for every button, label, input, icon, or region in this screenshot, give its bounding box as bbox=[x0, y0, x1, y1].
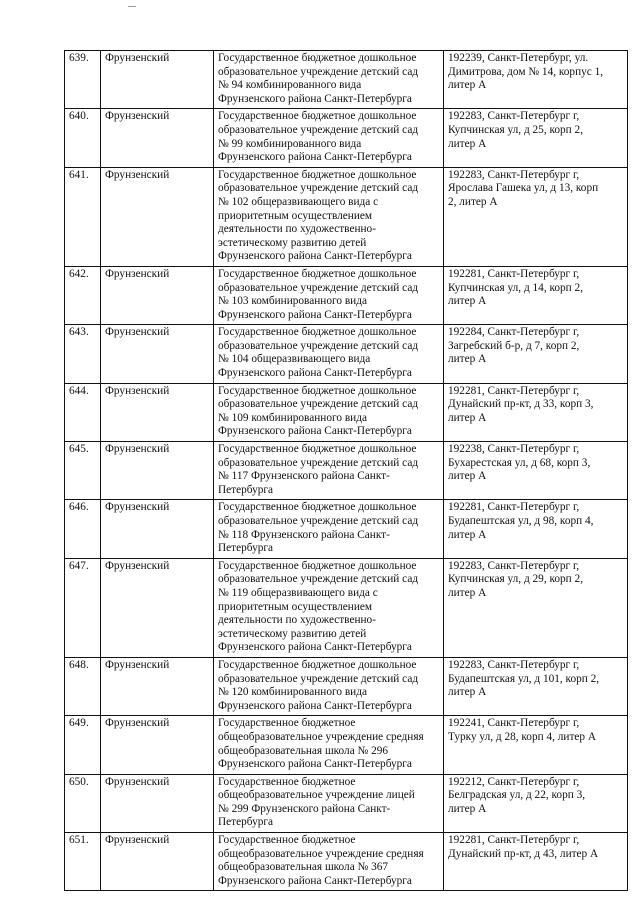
scan-mark bbox=[128, 6, 136, 7]
table-row bbox=[65, 716, 628, 774]
district-cell: Фрунзенский bbox=[101, 325, 214, 383]
institution-name-cell: Государственное бюджетное дошкольное образовательное учреждение детский сад № 119 общеразвивающего вида с приоритетным осуществлением деятельности по художественно- эстетическому развитию детей Фрунзенского района Санкт-Петербурга bbox=[214, 558, 444, 657]
table-row bbox=[65, 325, 628, 383]
row-number: 641. bbox=[65, 167, 101, 266]
row-number: 639. bbox=[65, 51, 101, 109]
institution-name-cell: Государственное бюджетное общеобразовательное учреждение средняя общеобразовательная школа № 367 Фрунзенского района Санкт-Петербурга bbox=[214, 833, 444, 891]
row-number: 649. bbox=[65, 716, 101, 774]
table-row bbox=[65, 383, 628, 441]
institution-name-cell: Государственное бюджетное дошкольное образовательное учреждение детский сад № 104 общеразвивающего вида Фрунзенского района Санкт-Петербурга bbox=[214, 325, 444, 383]
table-body bbox=[65, 51, 628, 891]
table-row bbox=[65, 51, 628, 109]
institution-name-cell: Государственное бюджетное общеобразовательное учреждение лицей № 299 Фрунзенского района Санкт- Петербурга bbox=[214, 774, 444, 832]
table-row bbox=[65, 167, 628, 266]
table-row bbox=[65, 657, 628, 715]
address-cell: 192283, Санкт-Петербург г, Купчинская ул, д 29, корп 2, литер А bbox=[444, 558, 628, 657]
district-cell: Фрунзенский bbox=[101, 716, 214, 774]
institution-name-cell: Государственное бюджетное дошкольное образовательное учреждение детский сад № 118 Фрунзенского района Санкт- Петербурга bbox=[214, 500, 444, 558]
row-number: 648. bbox=[65, 657, 101, 715]
institution-name-cell: Государственное бюджетное дошкольное образовательное учреждение детский сад № 94 комбинированного вида Фрунзенского района Санкт-Петербурга bbox=[214, 51, 444, 109]
address-cell: 192241, Санкт-Петербург г, Турку ул, д 28, корп 4, литер А bbox=[444, 716, 628, 774]
district-cell: Фрунзенский bbox=[101, 774, 214, 832]
institution-name-cell: Государственное бюджетное дошкольное образовательное учреждение детский сад № 103 комбинированного вида Фрунзенского района Санкт-Петербурга bbox=[214, 266, 444, 324]
district-cell: Фрунзенский bbox=[101, 167, 214, 266]
institution-name-cell: Государственное бюджетное дошкольное образовательное учреждение детский сад № 109 комбинированного вида Фрунзенского района Санкт-Петербурга bbox=[214, 383, 444, 441]
address-cell: 192239, Санкт-Петербург, ул. Димитрова, дом № 14, корпус 1, литер А bbox=[444, 51, 628, 109]
address-cell: 192281, Санкт-Петербург г, Дунайский пр-кт, д 43, литер А bbox=[444, 833, 628, 891]
table-row bbox=[65, 500, 628, 558]
table-row bbox=[65, 833, 628, 891]
row-number: 643. bbox=[65, 325, 101, 383]
row-number: 645. bbox=[65, 442, 101, 500]
table-row bbox=[65, 774, 628, 832]
address-cell: 192212, Санкт-Петербург г, Белградская ул, д 22, корп 3, литер А bbox=[444, 774, 628, 832]
district-cell: Фрунзенский bbox=[101, 442, 214, 500]
table-row bbox=[65, 109, 628, 167]
district-cell: Фрунзенский bbox=[101, 833, 214, 891]
district-cell: Фрунзенский bbox=[101, 383, 214, 441]
row-number: 642. bbox=[65, 266, 101, 324]
address-cell: 192238, Санкт-Петербург г, Бухарестская ул, д 68, корп 3, литер А bbox=[444, 442, 628, 500]
table-row bbox=[65, 266, 628, 324]
address-cell: 192283, Санкт-Петербург г, Будапештская ул, д 101, корп 2, литер А bbox=[444, 657, 628, 715]
district-cell: Фрунзенский bbox=[101, 500, 214, 558]
row-number: 646. bbox=[65, 500, 101, 558]
district-cell: Фрунзенский bbox=[101, 51, 214, 109]
row-number: 640. bbox=[65, 109, 101, 167]
address-cell: 192283, Санкт-Петербург г, Купчинская ул, д 25, корп 2, литер А bbox=[444, 109, 628, 167]
district-cell: Фрунзенский bbox=[101, 266, 214, 324]
row-number: 650. bbox=[65, 774, 101, 832]
row-number: 644. bbox=[65, 383, 101, 441]
institution-name-cell: Государственное бюджетное дошкольное образовательное учреждение детский сад № 117 Фрунзенского района Санкт- Петербурга bbox=[214, 442, 444, 500]
address-cell: 192283, Санкт-Петербург г, Ярослава Гашека ул, д 13, корп 2, литер А bbox=[444, 167, 628, 266]
address-cell: 192284, Санкт-Петербург г, Загребский б-р, д 7, корп 2, литер А bbox=[444, 325, 628, 383]
row-number: 647. bbox=[65, 558, 101, 657]
table-row bbox=[65, 442, 628, 500]
row-number: 651. bbox=[65, 833, 101, 891]
institution-name-cell: Государственное бюджетное дошкольное образовательное учреждение детский сад № 120 комбинированного вида Фрунзенского района Санкт-Петербурга bbox=[214, 657, 444, 715]
institutions-table bbox=[64, 50, 628, 891]
institution-name-cell: Государственное бюджетное дошкольное образовательное учреждение детский сад № 99 комбинированного вида Фрунзенского района Санкт-Петербурга bbox=[214, 109, 444, 167]
district-cell: Фрунзенский bbox=[101, 657, 214, 715]
district-cell: Фрунзенский bbox=[101, 558, 214, 657]
institution-name-cell: Государственное бюджетное дошкольное образовательное учреждение детский сад № 102 общеразвивающего вида с приоритетным осуществлением деятельности по художественно- эстетическому развитию детей Фрунзенского района Санкт-Петербурга bbox=[214, 167, 444, 266]
address-cell: 192281, Санкт-Петербург г, Купчинская ул, д 14, корп 2, литер А bbox=[444, 266, 628, 324]
district-cell: Фрунзенский bbox=[101, 109, 214, 167]
institution-name-cell: Государственное бюджетное общеобразовательное учреждение средняя общеобразовательная школа № 296 Фрунзенского района Санкт-Петербурга bbox=[214, 716, 444, 774]
address-cell: 192281, Санкт-Петербург г, Будапештская ул, д 98, корп 4, литер А bbox=[444, 500, 628, 558]
table-row bbox=[65, 558, 628, 657]
address-cell: 192281, Санкт-Петербург г, Дунайский пр-кт, д 33, корп 3, литер А bbox=[444, 383, 628, 441]
